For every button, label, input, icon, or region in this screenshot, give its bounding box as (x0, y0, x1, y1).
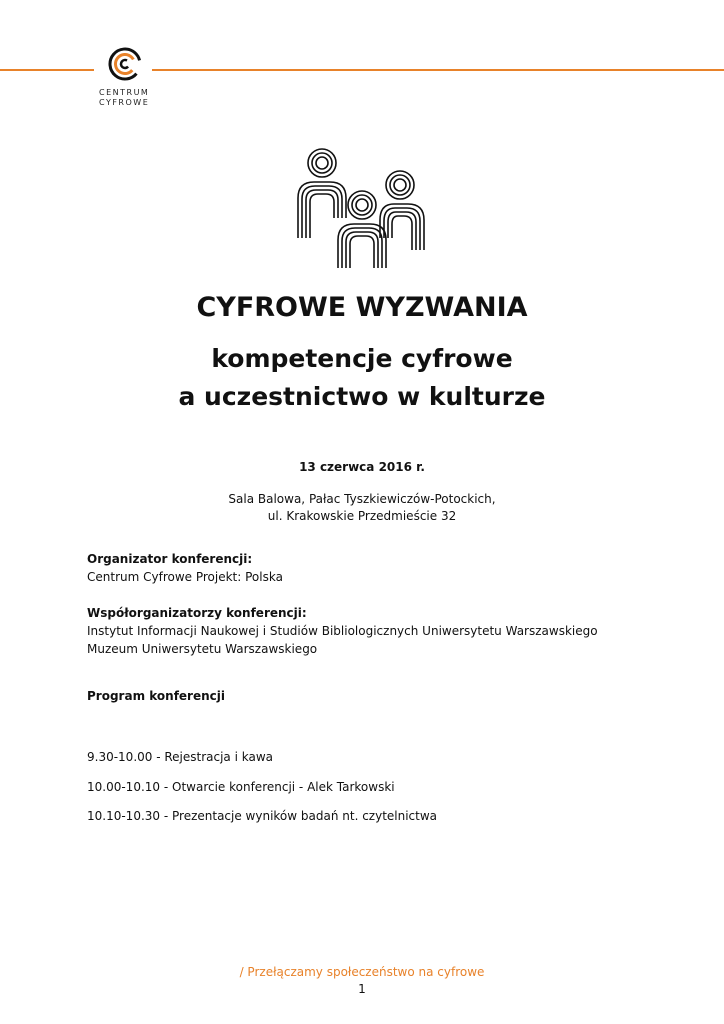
document-title: CYFROWE WYZWANIA (196, 292, 528, 323)
organizer-section (87, 550, 283, 586)
program-heading (87, 687, 225, 705)
event-date: 13 czerwca 2016 r. (299, 460, 425, 474)
header-rule-right (152, 69, 724, 71)
logo-line2: CYFROWE (99, 98, 150, 107)
page-number: 1 (358, 982, 366, 996)
program-item: 10.10-10.30 - Prezentacje wyników badań nt. czytelnictwa (87, 809, 438, 823)
program-heading-text: Program konferencji (87, 689, 225, 703)
coorganizers-heading: Współorganizatorzy konferencji: (87, 606, 307, 620)
program-item: 10.00-10.10 - Otwarcie konferencji - Alek Tarkowski (87, 780, 395, 794)
document-subtitle (0, 340, 724, 416)
header-rule-left (0, 69, 94, 71)
footer-slogan: / Przełączamy społeczeństwo na cyfrowe (239, 965, 485, 979)
program-item: 9.30-10.00 - Rejestracja i kawa (87, 750, 274, 764)
venue-line-2: ul. Krakowskie Przedmieście 32 (267, 509, 457, 523)
logo-line1: CENTRUM (99, 88, 150, 97)
three-people-icon (296, 146, 428, 268)
organizer-name: Centrum Cyfrowe Projekt: Polska (87, 570, 283, 584)
cc-logo-icon (107, 46, 143, 82)
coorganizer-item: Muzeum Uniwersytetu Warszawskiego (87, 642, 318, 656)
coorganizers-section (87, 604, 598, 658)
event-venue (0, 491, 724, 525)
centrum-cyfrowe-logo (99, 46, 159, 108)
subtitle-line-2: a uczestnictwo w kulturze (178, 382, 546, 411)
logo-text (99, 88, 159, 108)
subtitle-line-1: kompetencje cyfrowe (211, 344, 513, 373)
coorganizer-item: Instytut Informacji Naukowej i Studiów Bibliologicznych Uniwersytetu Warszawskiego (87, 624, 598, 638)
organizer-heading: Organizator konferencji: (87, 552, 253, 566)
hero-illustration (296, 146, 428, 272)
venue-line-1: Sala Balowa, Pałac Tyszkiewiczów-Potockich, (228, 492, 496, 506)
